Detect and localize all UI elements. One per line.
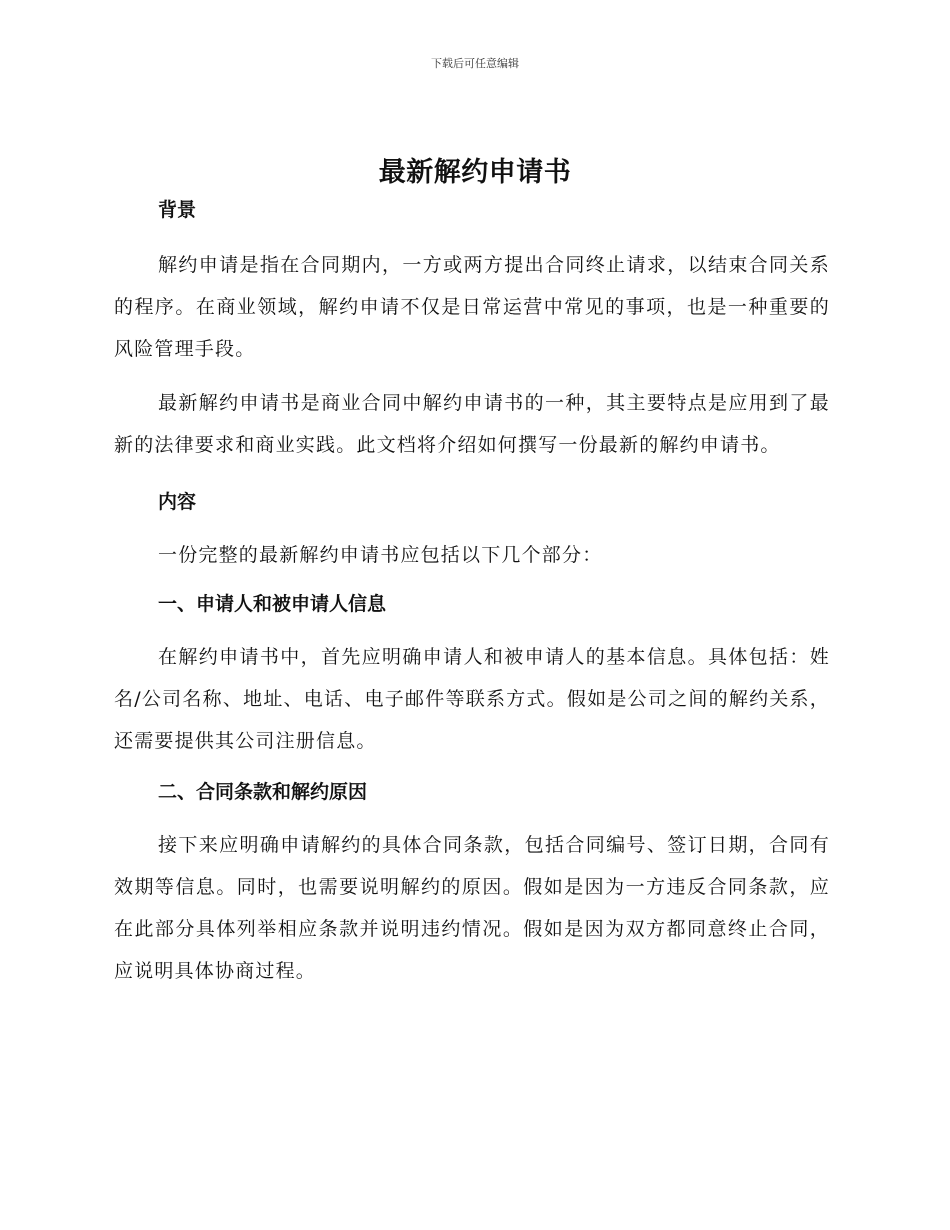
part1-paragraph: 在解约申请书中，首先应明确申请人和被申请人的基本信息。具体包括：姓名/公司名称、地址、电话、电子邮件等联系方式。假如是公司之间的解约关系，还需要提供其公司注册信息。 [114,646,830,752]
document-title: 最新解约申请书 [378,157,572,188]
part1-heading: 一、申请人和被申请人信息 [158,593,387,615]
part2-heading: 二、合同条款和解约原因 [158,781,368,803]
header-note: 下载后可任意编辑 [431,57,519,70]
content-intro-paragraph: 一份完整的最新解约申请书应包括以下几个部分： [158,544,603,566]
background-heading: 背景 [158,199,197,221]
background-paragraph-1: 解约申请是指在合同期内，一方或两方提出合同终止请求，以结束合同关系的程序。在商业领域，解约申请不仅是日常运营中常见的事项，也是一种重要的风险管理手段。 [114,254,830,360]
background-paragraph-2: 最新解约申请书是商业合同中解约申请书的一种，其主要特点是应用到了最新的法律要求和商业实践。此文档将介绍如何撰写一份最新的解约申请书。 [114,392,830,456]
document-body [114,194,830,992]
part2-paragraph: 接下来应明确申请解约的具体合同条款，包括合同编号、签订日期，合同有效期等信息。同时，也需要说明解约的原因。假如是因为一方违反合同条款，应在此部分具体列举相应条款并说明违约情况。假如是因为双方都同意终止合同，应说明具体协商过程。 [114,834,830,982]
content-heading: 内容 [158,491,197,513]
